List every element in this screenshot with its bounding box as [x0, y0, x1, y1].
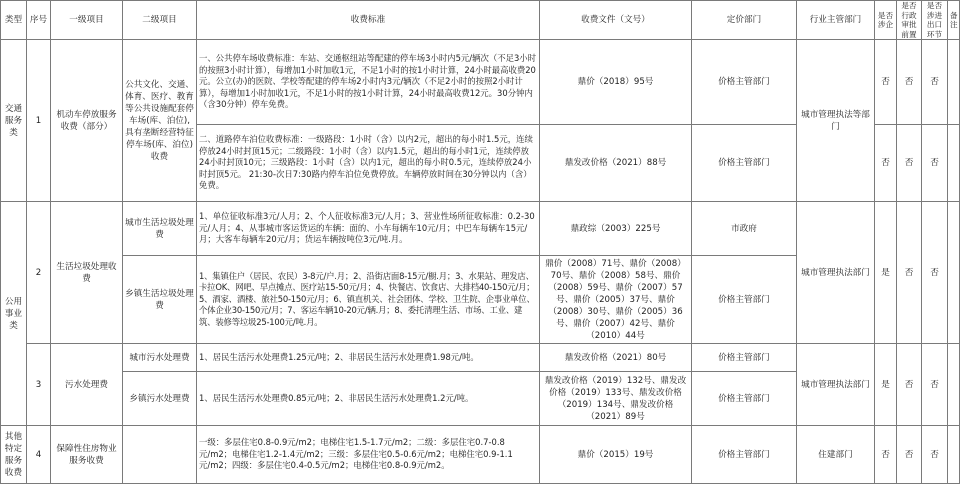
- enterprise-cell: 是: [875, 202, 897, 344]
- table-row: [1, 40, 960, 125]
- remark-cell: [948, 40, 960, 125]
- level2-cell: 乡镇污水处理费: [123, 372, 197, 426]
- header-type: 类型: [1, 1, 27, 40]
- header-pricing: 定价部门: [692, 1, 797, 40]
- level2-cell: 城市生活垃圾处理费: [123, 202, 197, 256]
- no-cell: 4: [27, 426, 51, 484]
- pricing-cell: 价格主管部门: [692, 426, 797, 484]
- enterprise-cell: 否: [875, 125, 897, 202]
- remark-cell: [948, 125, 960, 202]
- doc-cell: 鼎发改价格（2021）80号: [540, 344, 692, 372]
- header-remark: 备注: [948, 1, 960, 40]
- no-cell: 3: [27, 344, 51, 426]
- admin-cell: 否: [897, 426, 922, 484]
- standard-cell: 一、公共停车场收费标准：车站、交通枢纽站等配建的停车场3小时内5元/辆次（不足3小时的按照3小时计算），每增加1小时加收1元，不足1小时的按1小时计算，24小时最高收费20元。公立(办)的医院、学校等配建的停车场2小时内3元/辆次（不足2小时的按照2小时计算），每增加1小时加收1元，不足1小时的按1小时计算，24小时最高收费12元。30分钟内（含30分钟）停车免费。: [197, 40, 540, 125]
- supervisor-cell: 城市管理执法部门: [797, 344, 875, 426]
- enterprise-cell: 否: [875, 426, 897, 484]
- type-cell: 交通服务类: [1, 40, 27, 202]
- remark-cell: [948, 426, 960, 484]
- header-row: [1, 1, 960, 40]
- pricing-cell: 价格主管部门: [692, 125, 797, 202]
- standard-cell: 1、单位征收标准3元/人月；2、个人征收标准3元/人月；3、营业性场所征收标准：0.2-30元/人月；4、从事城市客运货运的车辆：面的、小车每辆车10元/月；中巴车每辆车15元/月；大客车每辆车20元/月；货运车辆按吨位3元/吨.月。: [197, 202, 540, 256]
- admin-cell: 否: [897, 40, 922, 125]
- level1-cell: 污水处理费: [51, 344, 123, 426]
- header-no: 序号: [27, 1, 51, 40]
- header-level1: 一级项目: [51, 1, 123, 40]
- doc-cell: 鼎发改价格（2021）88号: [540, 125, 692, 202]
- no-cell: 1: [27, 40, 51, 202]
- supervisor-cell: 城市管理执法等部门: [797, 40, 875, 202]
- header-doc: 收费文件（文号）: [540, 1, 692, 40]
- doc-cell: 鼎价（2018）95号: [540, 40, 692, 125]
- header-level2: 二级项目: [123, 1, 197, 40]
- type-cell: 公用事业类: [1, 202, 27, 426]
- doc-cell: 鼎价（2008）71号、鼎价（2008）70号、鼎价（2008）58号、鼎价（2008）59号、鼎价（2007）57号、鼎价（2005）37号、鼎价（2008）30号、鼎价（2005）36号、鼎价（2007）42号、鼎价（2010）44号: [540, 256, 692, 344]
- doc-cell: 鼎发改价格（2019）132号、鼎发改价格（2019）133号、鼎发改价格（2019）134号、鼎发改价格（2021）89号: [540, 372, 692, 426]
- level2-cell: 城市污水处理费: [123, 344, 197, 372]
- admin-cell: 否: [897, 202, 922, 344]
- standard-cell: 1、集镇住户（居民、农民）3-8元/户.月；2、沿街店面8-15元/橱.月；3、水果站、理发店、卡拉OK、网吧、早点摊点、医疗站15-50元/月；4、快餐店、饮食店、大排档40-150元/月；5、酒家、酒楼、旅社50-150元/月；6、镇直机关、社会团体、学校、卫生院、企事业单位、个体企业30-150元/月；7、客运车辆10-20元/辆.月；8、委托清理生活、市场、工业、建筑、装修等垃圾25-100元/吨.月。: [197, 256, 540, 344]
- standard-cell: 1、居民生活污水处理费0.85元/吨；2、非居民生活污水处理费1.2元/吨。: [197, 372, 540, 426]
- level1-cell: 生活垃圾处理收费: [51, 202, 123, 344]
- standard-cell: 二、道路停车泊位收费标准：一级路段：1小时（含）以内2元，超出的每小时1.5元，连续停放24小时封顶15元；二级路段：1小时（含）以内1.5元，超出的每小时1元，连续停放24小时封顶10元；三级路段：1小时（含）以内1元，超出的每小时0.5元，连续停放24小时封顶5元。 21:30-次日7:30路内停车泊位免费停放。车辆停放时间在30分钟以内（含）免费。: [197, 125, 540, 202]
- level2-cell: 乡镇生活垃圾处理费: [123, 256, 197, 344]
- import-export-cell: 否: [922, 426, 948, 484]
- pricing-cell: 市政府: [692, 202, 797, 256]
- import-export-cell: 否: [922, 40, 948, 125]
- pricing-cell: 价格主管部门: [692, 344, 797, 372]
- admin-cell: 否: [897, 125, 922, 202]
- remark-cell: [948, 344, 960, 426]
- remark-cell: [948, 202, 960, 344]
- enterprise-cell: 否: [875, 40, 897, 125]
- pricing-cell: 价格主管部门: [692, 40, 797, 125]
- import-export-cell: 否: [922, 125, 948, 202]
- header-standard: 收费标准: [197, 1, 540, 40]
- level1-cell: 机动车停放服务收费（部分）: [51, 40, 123, 202]
- table-row: [1, 426, 960, 484]
- level2-cell: 公共文化、交通、体育、医疗、教育等公共设施配套停车场(库、泊位),具有垄断经营特征停车场(库、泊位)收费: [123, 40, 197, 202]
- table-row: [1, 202, 960, 256]
- doc-cell: 鼎价（2015）19号: [540, 426, 692, 484]
- level1-cell: 保障性住房物业服务收费: [51, 426, 123, 484]
- standard-cell: 一级：多层住宅0.8-0.9元/m2；电梯住宅1.5-1.7元/m2；二级：多层住宅0.7-0.8元/m2；电梯住宅1.2-1.4元/m2；三级：多层住宅0.5-0.6元/m2；电梯住宅0.9-1.1元/m2；四级：多层住宅0.4-0.5元/m2；电梯住宅0.8-0.9元/m2。: [197, 426, 540, 484]
- import-export-cell: 否: [922, 202, 948, 344]
- doc-cell: 鼎政综（2003）225号: [540, 202, 692, 256]
- import-export-cell: 否: [922, 344, 948, 426]
- header-import-export: 是否涉进出口环节: [922, 1, 948, 40]
- type-cell: 其他特定服务收费: [1, 426, 27, 484]
- header-admin: 是否行政审批前置: [897, 1, 922, 40]
- supervisor-cell: 住建部门: [797, 426, 875, 484]
- admin-cell: 否: [897, 344, 922, 426]
- header-enterprise: 是否涉企: [875, 1, 897, 40]
- level2-cell: [123, 426, 197, 484]
- table-row: [1, 344, 960, 372]
- enterprise-cell: 是: [875, 344, 897, 426]
- pricing-cell: 价格主管部门: [692, 256, 797, 344]
- pricing-cell: 价格主管部门: [692, 372, 797, 426]
- header-supervisor: 行业主管部门: [797, 1, 875, 40]
- standard-cell: 1、居民生活污水处理费1.25元/吨；2、非居民生活污水处理费1.98元/吨。: [197, 344, 540, 372]
- no-cell: 2: [27, 202, 51, 344]
- supervisor-cell: 城市管理执法部门: [797, 202, 875, 344]
